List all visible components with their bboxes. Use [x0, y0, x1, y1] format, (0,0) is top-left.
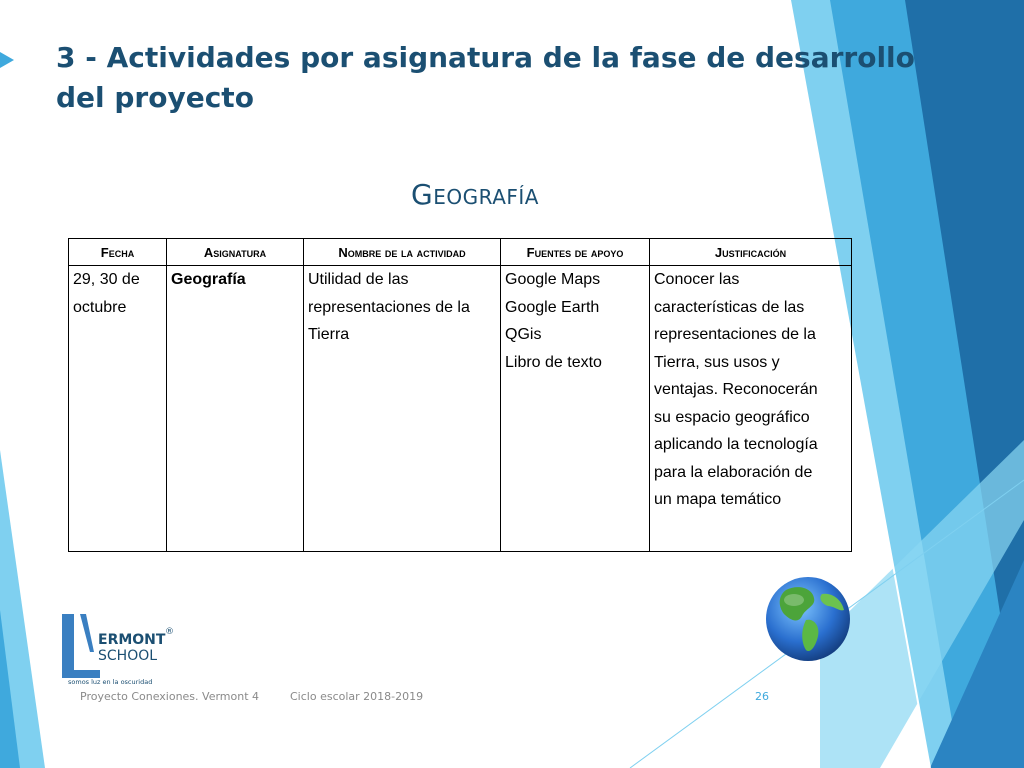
- logo-l-shape: [62, 614, 100, 678]
- footer-page-number: 26: [755, 690, 769, 703]
- table-header-row: [69, 239, 852, 266]
- fuente-item: Google Earth: [505, 298, 600, 316]
- justificacion-line: ventajas. Reconocerán: [654, 381, 818, 398]
- footer-project: Proyecto Conexiones. Vermont 4: [80, 690, 260, 703]
- header-fuentes: Fuentes de apoyo: [501, 239, 650, 266]
- subject-heading: Geografía: [411, 178, 539, 211]
- actividad-line: Tierra: [308, 326, 350, 343]
- logo-brand-top: ERMONT: [98, 632, 166, 648]
- globe-icon: [750, 576, 866, 662]
- fuente-item: Libro de texto: [505, 353, 602, 371]
- header-fecha: Fecha: [69, 239, 167, 266]
- header-asignatura: Asignatura: [167, 239, 304, 266]
- fecha-line: 29, 30 de: [73, 271, 140, 288]
- vermont-school-logo: [60, 612, 185, 687]
- logo-registered-mark: ®: [165, 627, 174, 637]
- fuente-item: Google Maps: [505, 271, 601, 288]
- cell-actividad: [304, 266, 501, 552]
- justificacion-line: características de las: [654, 298, 805, 316]
- actividad-line: representaciones de la: [308, 298, 470, 316]
- justificacion-line: un mapa temático: [654, 491, 782, 508]
- logo-slogan: somos luz en la oscuridad: [68, 678, 153, 686]
- cell-asignatura: Geografía: [167, 266, 304, 552]
- header-justificacion: Justificación: [650, 239, 852, 266]
- fuente-item: QGis: [505, 326, 542, 343]
- fecha-line: octubre: [73, 298, 127, 316]
- table-row: [69, 266, 852, 552]
- title-arrow-icon: [0, 52, 14, 68]
- justificacion-line: representaciones de la: [654, 326, 816, 343]
- justificacion-line: aplicando la tecnología: [654, 436, 818, 453]
- logo-brand-bottom: SCHOOL: [98, 648, 158, 664]
- cell-fuentes: [501, 266, 650, 552]
- justificacion-line: Conocer las: [654, 271, 740, 288]
- footer-school-year: Ciclo escolar 2018-2019: [290, 690, 424, 703]
- actividad-line: Utilidad de las: [308, 271, 409, 288]
- logo-v-stroke: [80, 614, 94, 652]
- slide-title: 3 - Actividades por asignatura de la fase de desarrollo del proyecto: [56, 41, 915, 114]
- justificacion-line: para la elaboración de: [654, 463, 813, 481]
- header-actividad: Nombre de la actividad: [304, 239, 501, 266]
- justificacion-line: su espacio geográfico: [654, 408, 810, 426]
- justificacion-line: Tierra, sus usos y: [654, 353, 780, 371]
- cell-fecha: [69, 266, 167, 552]
- activities-table: [68, 238, 852, 552]
- cell-justificacion: [650, 266, 852, 552]
